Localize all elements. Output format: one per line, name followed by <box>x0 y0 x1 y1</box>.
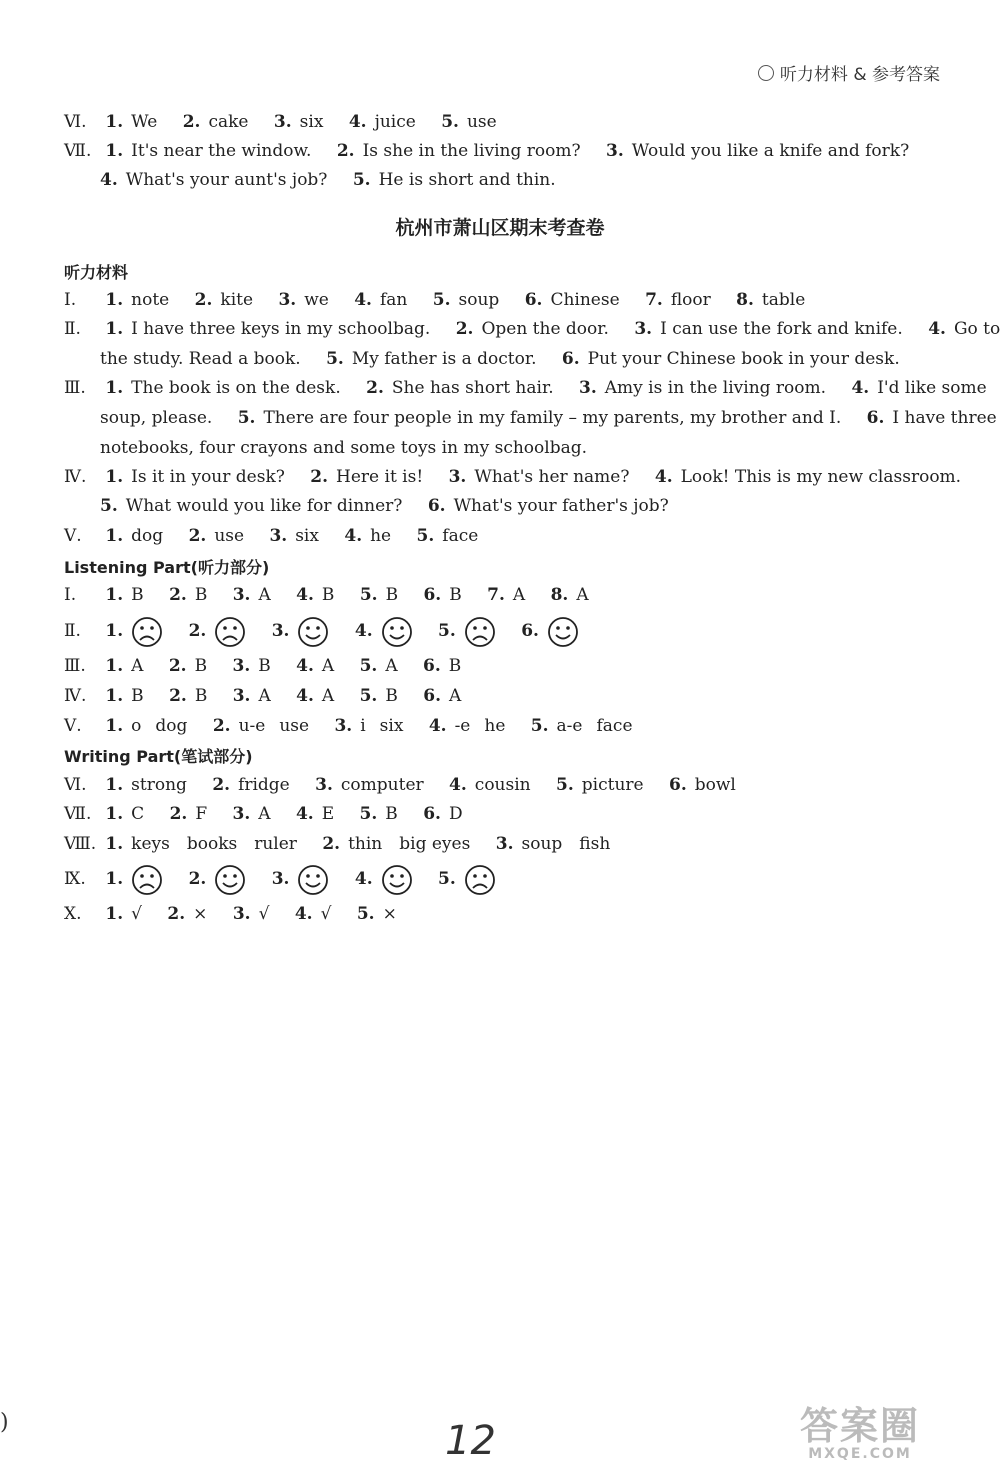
answer-item: C <box>131 804 145 824</box>
answer-item: She has short hair. <box>391 378 554 398</box>
answer-item: B <box>449 585 462 605</box>
answer-item: B <box>385 804 398 824</box>
answer-item: What's your father's job? <box>453 496 669 516</box>
answer-item: A <box>131 656 144 676</box>
answer-item: soup <box>458 290 500 310</box>
section-title: 杭州市萧山区期末考查卷 <box>395 217 605 239</box>
answer-item: Go to <box>953 319 1000 339</box>
answer-item: six <box>299 112 324 132</box>
page-number: 12 <box>445 1418 496 1464</box>
answer-item: The book is on the desk. <box>131 378 341 398</box>
answer-item: B <box>258 656 271 676</box>
sad-face-icon <box>131 864 163 896</box>
answer-item: B <box>194 656 208 676</box>
lp-line-i: Ⅰ. 1. B 2. B 3. A 4. B 5. B 6. B 7. A 8. A <box>64 585 589 605</box>
answer-item: B <box>385 686 398 706</box>
wp-line-vi: Ⅵ. 1. strong 2. fridge 3. computer 4. cousin 5. picture 6. bowl <box>64 775 736 795</box>
answer-item: keys books ruler <box>131 834 297 854</box>
sad-face-icon <box>131 616 163 648</box>
answer-item: B <box>385 585 399 605</box>
answer-item: Is she in the living room? <box>362 141 581 161</box>
answer-item: floor <box>670 290 711 310</box>
happy-face-icon <box>381 864 413 896</box>
answer-item: table <box>761 290 806 310</box>
answer-item: dog <box>155 716 188 736</box>
lp-line-iv: Ⅳ. 1. B 2. B 3. A 4. A 5. B 6. A <box>64 686 462 706</box>
happy-face-icon <box>297 864 329 896</box>
roman-numeral: Ⅵ. <box>64 775 87 795</box>
answer-item: B <box>131 585 144 605</box>
roman-numeral: Ⅶ. <box>64 804 92 824</box>
answer-item: I can use the fork and knife. <box>660 319 903 339</box>
roman-numeral: Ⅷ. <box>64 834 97 854</box>
answer-item: face <box>596 716 633 736</box>
lm-line-i: Ⅰ. 1. note 2. kite 3. we 4. fan 5. soup 6. Chinese 7. floor 8. table <box>64 290 806 310</box>
answer-item: computer <box>340 775 424 795</box>
roman-numeral: Ⅴ. <box>64 716 82 736</box>
answer-item: F <box>195 804 208 824</box>
answer-item: Chinese <box>550 290 620 310</box>
wp-line-viii: Ⅷ. 1. keys books ruler 2. thin big eyes 3. soup fish <box>64 834 611 854</box>
answer-item: B <box>194 686 208 706</box>
answer-item: strong <box>131 775 187 795</box>
answer-item: -e <box>454 716 471 736</box>
answer-item: B <box>321 585 335 605</box>
answer-item: Put your Chinese book in your desk. <box>587 349 900 369</box>
watermark-url: MXQE.COM <box>808 1446 912 1462</box>
answer-item: Would you like a knife and fork? <box>631 141 910 161</box>
answer-item: Here it is! <box>336 467 424 487</box>
answer-item: I have three <box>892 408 997 428</box>
answer-item: A <box>449 686 462 706</box>
happy-face-icon <box>381 616 413 648</box>
stray-mark: ) <box>0 1410 9 1435</box>
roman-numeral: Ⅳ. <box>64 467 87 487</box>
answer-item: B <box>194 585 208 605</box>
roman-numeral: Ⅱ. <box>64 319 81 339</box>
lm-line-iii-cont2 <box>100 436 587 460</box>
answer-item: notebooks, four crayons and some toys in my schoolbag. <box>100 438 587 458</box>
answer-item: cousin <box>474 775 531 795</box>
answer-item: juice <box>374 112 416 132</box>
answer-item: E <box>321 804 335 824</box>
roman-numeral: Ⅳ. <box>64 686 87 706</box>
answer-item: My father is a doctor. <box>351 349 537 369</box>
happy-face-icon <box>547 616 579 648</box>
answer-item: I have three keys in my schoolbag. <box>131 319 431 339</box>
answer-item: soup, please. <box>100 408 213 428</box>
answer-item: he <box>370 526 392 546</box>
answer-item: Amy is in the living room. <box>604 378 827 398</box>
answer-item: o <box>131 716 142 736</box>
answer-item: we <box>304 290 329 310</box>
answer-item: A <box>321 686 335 706</box>
answer-item: picture <box>581 775 644 795</box>
answer-item: kite <box>220 290 254 310</box>
roman-numeral: Ⅲ. <box>64 378 86 398</box>
lm-line-ii: Ⅱ. 1. I have three keys in my schoolbag. 2. Open the door. 3. I can use the fork and knife. 4. Go to <box>64 319 1000 339</box>
answer-item: six <box>379 716 404 736</box>
watermark-logo <box>760 1395 960 1475</box>
answer-item: D <box>448 804 463 824</box>
watermark-text: 答案圈 <box>799 1404 920 1448</box>
lm-line-iii: Ⅲ. 1. The book is on the desk. 2. She has short hair. 3. Amy is in the living room. 4. I'd like some <box>64 378 987 398</box>
sad-face-icon <box>214 616 246 648</box>
answer-item: What would you like for dinner? <box>125 496 403 516</box>
lp-line-v: Ⅴ. 1. o dog 2. u-e use 3. i six 4. -e he 5. a-e face <box>64 716 633 736</box>
wp-line-ix: Ⅸ. 1. 2. 3. 4. 5. <box>64 862 516 896</box>
answer-item: bowl <box>694 775 736 795</box>
answer-item: It's near the window. <box>131 141 312 161</box>
answer-item: A <box>321 656 335 676</box>
answer-item: What's your aunt's job? <box>125 170 328 190</box>
answer-item: a-e <box>556 716 583 736</box>
roman-numeral: Ⅰ. <box>64 585 77 605</box>
roman-numeral: Ⅵ. <box>64 112 87 132</box>
answer-item: I'd like some <box>877 378 987 398</box>
header-tag <box>758 60 940 85</box>
check-mark-icon: √ <box>258 904 270 924</box>
answer-item: A <box>385 656 398 676</box>
lm-line-ii-cont: the study. Read a book. 5. My father is a doctor. 6. Put your Chinese book in your desk. <box>100 349 900 369</box>
answer-item: B <box>131 686 144 706</box>
answer-item: use <box>279 716 310 736</box>
happy-face-icon <box>214 864 246 896</box>
listening-material-heading: 听力材料 <box>64 263 129 282</box>
sad-face-icon <box>464 616 496 648</box>
answer-item: thin big eyes <box>348 834 471 854</box>
answer-item: He is short and thin. <box>378 170 556 190</box>
answer-item: What's her name? <box>474 467 630 487</box>
answer-item: A <box>512 585 526 605</box>
answer-item: A <box>258 804 271 824</box>
answer-item: fridge <box>238 775 290 795</box>
roman-numeral: Ⅹ. <box>64 904 82 924</box>
wp-line-x: Ⅹ. 1. √ 2. × 3. √ 4. √ 5. × <box>64 904 397 924</box>
answer-item: A <box>258 585 271 605</box>
roman-numeral: Ⅱ. <box>64 621 81 641</box>
lm-line-iv-cont: 5. What would you like for dinner? 6. What's your father's job? <box>100 496 669 516</box>
cross-mark-icon: × <box>193 904 208 924</box>
roman-numeral: Ⅰ. <box>64 290 77 310</box>
cross-mark-icon: × <box>382 904 397 924</box>
roman-numeral: Ⅴ. <box>64 526 82 546</box>
answer-item: There are four people in my family – my parents, my brother and I. <box>263 408 842 428</box>
answer-item: We <box>131 112 158 132</box>
listening-part-heading: Listening Part(听力部分) <box>64 558 270 577</box>
lm-line-iv: Ⅳ. 1. Is it in your desk? 2. Here it is! 3. What's her name? 4. Look! This is my new classroom. <box>64 467 962 487</box>
lp-line-iii: Ⅲ. 1. A 2. B 3. B 4. A 5. A 6. B <box>64 656 462 676</box>
answer-item: fan <box>379 290 408 310</box>
answer-item: Is it in your desk? <box>131 467 285 487</box>
roman-numeral: Ⅶ. <box>64 141 92 161</box>
answer-item: dog <box>131 526 164 546</box>
answer-line-vi-top: Ⅵ. 1. We 2. cake 3. six 4. juice 5. use <box>64 112 497 132</box>
answer-item: i <box>360 716 366 736</box>
wp-line-vii: Ⅶ. 1. C 2. F 3. A 4. E 5. B 6. D <box>64 804 463 824</box>
answer-item: six <box>295 526 319 546</box>
roman-numeral: Ⅸ. <box>64 869 86 889</box>
header-tag-text: 听力材料 & 参考答案 <box>779 65 940 85</box>
answer-item: use <box>214 526 245 546</box>
answer-item: soup fish <box>521 834 611 854</box>
bubble-icon <box>758 65 774 81</box>
answer-item: face <box>442 526 479 546</box>
answer-item: note <box>131 290 170 310</box>
answer-line-vii-top-cont: 4. What's your aunt's job? 5. He is short and thin. <box>100 170 556 190</box>
answer-item: B <box>448 656 462 676</box>
lp-line-ii: Ⅱ. 1. 2. 3. 4. 5. 6. <box>64 614 599 648</box>
answer-item: u-e <box>238 716 266 736</box>
check-mark-icon: √ <box>131 904 142 924</box>
roman-numeral: Ⅲ. <box>64 656 86 676</box>
answer-item: the study. Read a book. <box>100 349 301 369</box>
answer-item: he <box>484 716 506 736</box>
answer-item: Open the door. <box>481 319 609 339</box>
check-mark-icon: √ <box>320 904 332 924</box>
answer-item: A <box>576 585 589 605</box>
answer-item: A <box>258 686 271 706</box>
answer-item: Look! This is my new classroom. <box>680 467 962 487</box>
lm-line-iii-cont: soup, please. 5. There are four people in my family – my parents, my brother and I. 6. I have three <box>100 408 997 428</box>
sad-face-icon <box>464 864 496 896</box>
answer-line-vii-top: Ⅶ. 1. It's near the window. 2. Is she in the living room? 3. Would you like a knife and fork? <box>64 141 910 161</box>
answer-item: cake <box>208 112 249 132</box>
happy-face-icon <box>297 616 329 648</box>
writing-part-heading: Writing Part(笔试部分) <box>64 747 253 766</box>
answer-item: use <box>466 112 497 132</box>
lm-line-v: Ⅴ. 1. dog 2. use 3. six 4. he 5. face <box>64 526 479 546</box>
